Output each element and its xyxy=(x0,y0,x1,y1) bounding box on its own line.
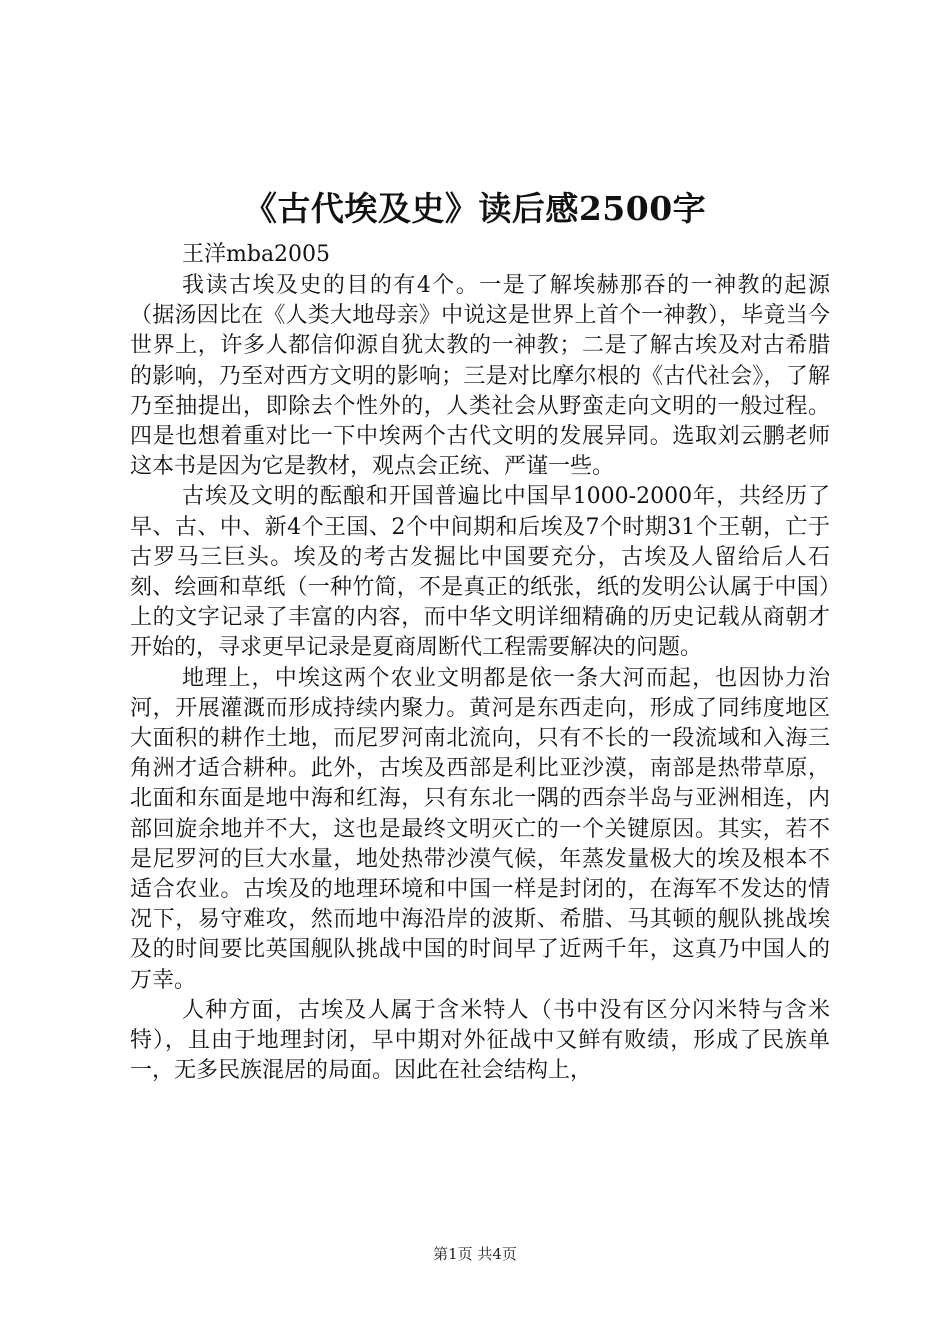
paragraph: 地理上，中埃这两个农业文明都是依一条大河而起，也因协力治河，开展灌溉而形成持续内聚力。黄河是东西走向，形成了同纬度地区大面积的耕作土地，而尼罗河南北流向，只有不长的一段流域和入海三角洲才适合耕种。此外，古埃及西部是利比亚沙漠，南部是热带草原，北面和东面是地中海和红海，只有东北一隅的西奈半岛与亚洲相连，内部回旋余地并不大，这也是最终文明灭亡的一个关键原因。其实，若不是尼罗河的巨大水量，地处热带沙漠气候，年蒸发量极大的埃及根本不适合农业。古埃及的地理环境和中国一样是封闭的，在海军不发达的情况下，易守难攻，然而地中海沿岸的波斯、希腊、马其顿的舰队挑战埃及的时间要比英国舰队挑战中国的时间早了近两千年，这真乃中国人的万幸。 xyxy=(130,665,830,993)
author-line: 王洋mba2005 xyxy=(182,242,331,267)
document-body xyxy=(130,271,830,1086)
page-footer: 第1页 共4页 xyxy=(433,1245,517,1263)
paragraph: 古埃及文明的酝酿和开国普遍比中国早1000-2000年，共经历了早、古、中、新4个王国、2个中间期和后埃及7个时期31个王朝，亡于古罗马三巨头。埃及的考古发掘比中国要充分，古埃及人留给后人石刻、绘画和草纸（一种竹简，不是真正的纸张，纸的发明公认属于中国）上的文字记录了丰富的内容，而中华文明详细精确的历史记载从商朝才开始的，寻求更早记录是夏商周断代工程需要解决的问题。 xyxy=(130,484,830,661)
document-title: 《古代埃及史》读后感2500字 xyxy=(243,189,707,228)
paragraph: 我读古埃及史的目的有4个。一是了解埃赫那吞的一神教的起源（据汤因比在《人类大地母亲》中说这是世界上首个一神教），毕竟当今世界上，许多人都信仰源自犹太教的一神教；二是了解古埃及对古希腊的影响，乃至对西方文明的影响；三是对比摩尔根的《古代社会》，了解乃至抽提出，即除去个性外的，人类社会从野蛮走向文明的一般过程。四是也想着重对比一下中埃两个古代文明的发展异同。选取刘云鹏老师这本书是因为它是教材，观点会正统、严谨一些。 xyxy=(130,273,830,480)
paragraph: 人种方面，古埃及人属于含米特人（书中没有区分闪米特与含米特），且由于地理封闭，早中期对外征战中又鲜有败绩，形成了民族单一，无多民族混居的局面。因此在社会结构上， xyxy=(130,997,830,1084)
